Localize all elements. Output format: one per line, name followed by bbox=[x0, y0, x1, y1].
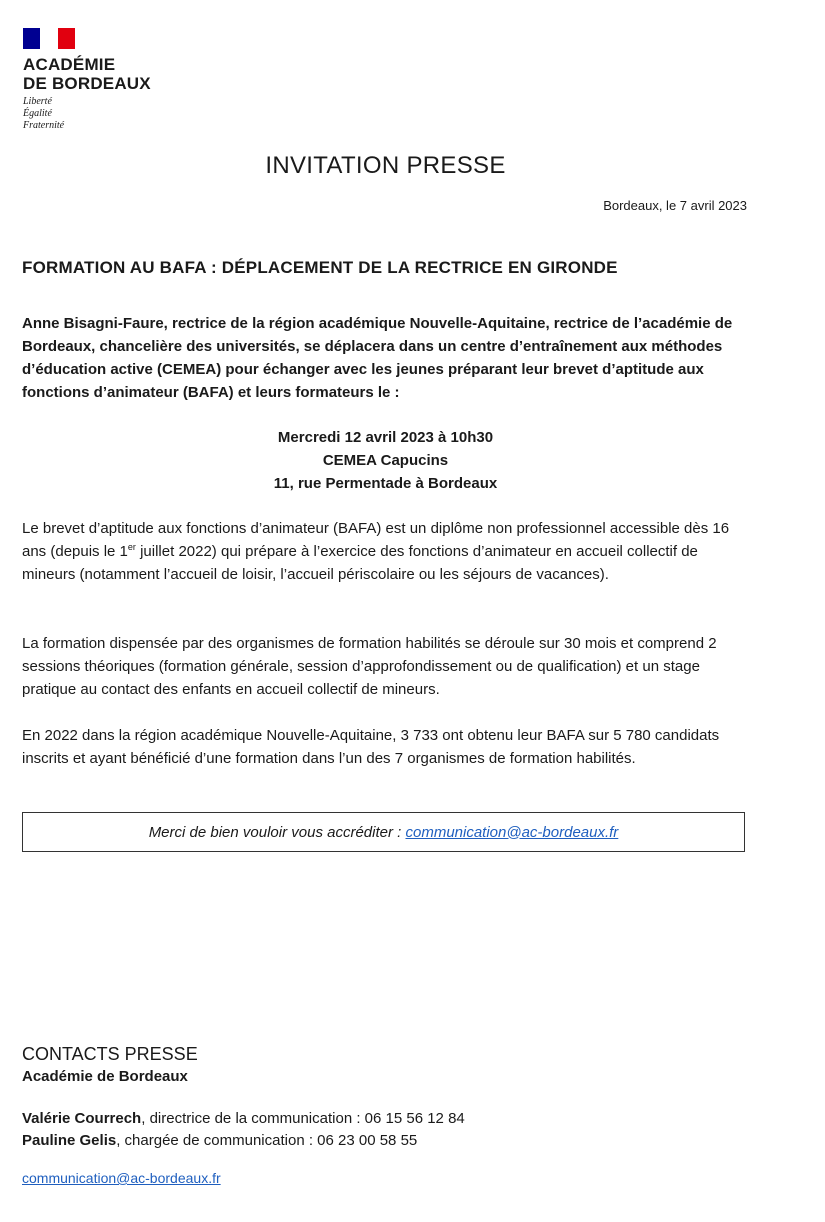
republic-motto bbox=[23, 96, 183, 132]
accreditation-email-link[interactable]: communication@ac-bordeaux.fr bbox=[405, 823, 619, 841]
flag-red-stripe bbox=[58, 28, 75, 49]
accreditation-text: Merci de bien vouloir vous accréditer : bbox=[148, 823, 402, 841]
event-datetime: Mercredi 12 avril 2023 à 10h30 bbox=[277, 429, 494, 446]
document-title: INVITATION PRESSE bbox=[265, 152, 506, 179]
contact-role: , directrice de la communication : 06 15 56 12 84 bbox=[141, 1110, 465, 1127]
document-date: Bordeaux, le 7 avril 2023 bbox=[603, 198, 747, 213]
contact-person bbox=[22, 1132, 417, 1149]
marianne-flag-icon bbox=[23, 28, 75, 49]
bafa-description-paragraph bbox=[22, 517, 747, 586]
p1-text-start: Le brevet d’aptitude aux fonctions d’animateur (BAFA) est un diplôme non professionnel accessible dès 16 ans (depuis le 1 bbox=[22, 520, 730, 560]
footer-email bbox=[22, 1170, 221, 1186]
event-address: 11, rue Permentade à Bordeaux bbox=[273, 475, 498, 492]
press-headline: FORMATION AU BAFA : DÉPLACEMENT DE LA RECTRICE EN GIRONDE bbox=[22, 258, 618, 277]
contact-role: , chargée de communication : 06 23 00 58 55 bbox=[116, 1132, 418, 1149]
contacts-organization: Académie de Bordeaux bbox=[22, 1068, 188, 1085]
academy-name bbox=[23, 55, 183, 93]
flag-white-stripe bbox=[40, 28, 57, 49]
motto-egalite: Égalité bbox=[23, 108, 52, 119]
training-paragraph: La formation dispensée par des organismes de formation habilités se déroule sur 30 mois et comprend 2 sessions théoriques (formation générale, session d’approfondissement ou de qualification) et un stage pratique au contact des enfants en accueil collectif de mineurs. bbox=[22, 635, 717, 698]
motto-fraternite: Fraternité bbox=[23, 120, 65, 131]
contact-name: Pauline Gelis bbox=[22, 1132, 117, 1149]
p1-superscript: er bbox=[127, 542, 136, 552]
event-details bbox=[0, 426, 771, 495]
contact-person bbox=[22, 1110, 465, 1127]
event-venue: CEMEA Capucins bbox=[322, 452, 449, 469]
motto-liberte: Liberté bbox=[23, 96, 52, 107]
contacts-title: CONTACTS PRESSE bbox=[22, 1044, 198, 1064]
academy-name-line2: DE BORDEAUX bbox=[23, 74, 151, 93]
statistics-paragraph: En 2022 dans la région académique Nouvelle-Aquitaine, 3 733 ont obtenu leur BAFA sur 5 780 candidats inscrits et ayant bénéficié d’une formation dans l’un des 7 organismes de formation habilités. bbox=[22, 727, 720, 767]
p1-text-end: juillet 2022) qui prépare à l’exercice des fonctions d’animateur en accueil collectif de mineurs (notamment l’accueil de loisir, l’accueil périscolaire ou les séjours de vacances). bbox=[22, 543, 698, 583]
academy-name-line1: ACADÉMIE bbox=[23, 55, 116, 74]
accreditation-box bbox=[22, 812, 745, 852]
flag-blue-stripe bbox=[23, 28, 40, 49]
contact-name: Valérie Courrech bbox=[22, 1110, 142, 1127]
academy-logo bbox=[23, 28, 183, 132]
footer-email-link[interactable]: communication@ac-bordeaux.fr bbox=[22, 1170, 221, 1186]
intro-paragraph: Anne Bisagni-Faure, rectrice de la région académique Nouvelle-Aquitaine, rectrice de l’académie de Bordeaux, chancelière des universités, se déplacera dans un centre d’entraînement aux méthodes d’éducation active (CEMEA) pour échanger avec les jeunes préparant leur brevet d’aptitude aux fonctions d’animateur (BAFA) et leurs formateurs le : bbox=[22, 315, 733, 401]
